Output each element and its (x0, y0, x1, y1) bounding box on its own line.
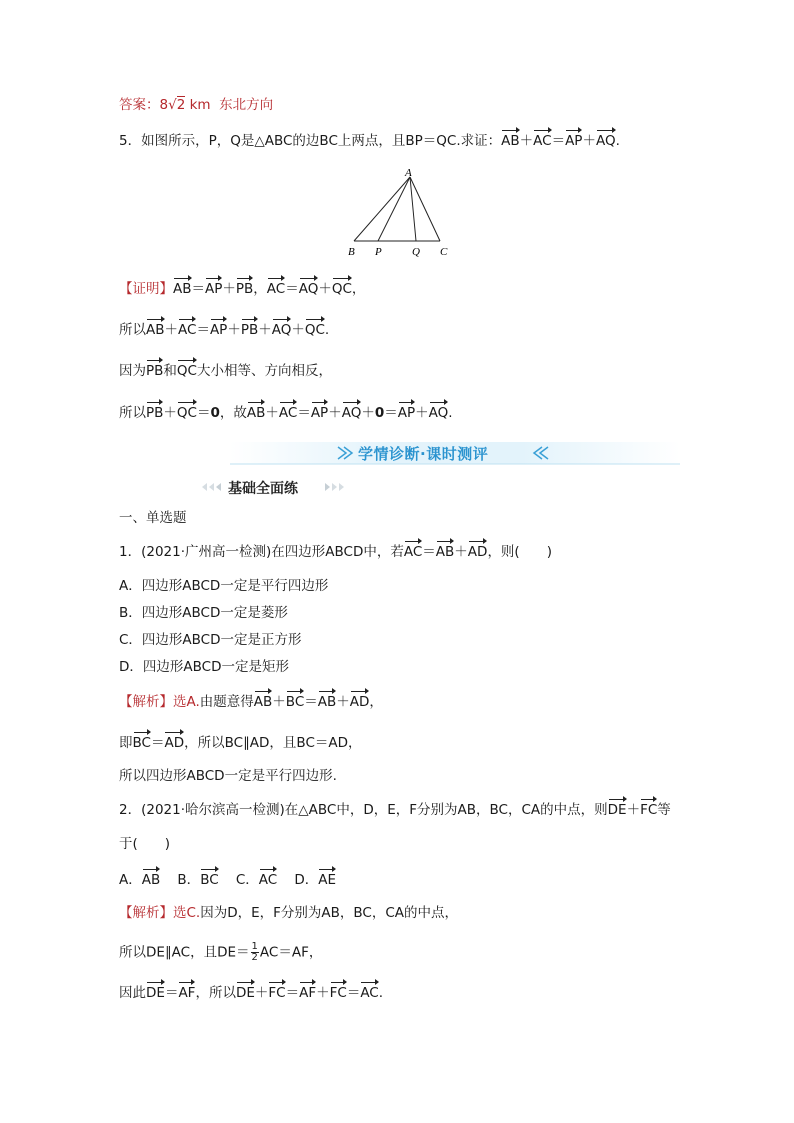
q1-analysis-line-1 (119, 692, 383, 712)
vec-qc: QC (176, 363, 197, 379)
q1-option-d[interactable]: D．四边形ABCD一定是矩形 (119, 659, 289, 675)
vec-ap: AP (209, 322, 228, 338)
vec-ac: AC (266, 281, 286, 297)
analysis-label: 【解析】 (119, 694, 173, 710)
section-banner (230, 440, 680, 466)
vec-aq: AQ (298, 281, 319, 297)
vec-fc: FC (329, 985, 347, 1001)
vec-bc: BC (132, 735, 151, 751)
op: ＝ (297, 405, 311, 421)
vec-qc: QC (331, 281, 352, 297)
zero-vector: 0 (210, 405, 220, 421)
triangle-figure (340, 165, 460, 260)
proof-label: 【证明】 (119, 281, 173, 297)
vec-de: DE (607, 802, 627, 818)
q2-option-b[interactable] (177, 872, 218, 888)
op: ＋ (519, 133, 534, 149)
vec-ac: AC (533, 133, 552, 149)
text: 因为 (119, 363, 146, 379)
segment-ap (378, 177, 410, 241)
vec-aq: AQ (428, 405, 449, 421)
vec-ad: AD (164, 735, 185, 751)
sub-banner-title: 基础全面练 (228, 481, 298, 497)
label-q: Q (412, 246, 420, 258)
op: ＝ (196, 322, 210, 338)
q2-answer: 选C. (173, 905, 201, 921)
op: . (378, 985, 384, 1001)
op: ＝ (150, 735, 165, 751)
label-c: C (440, 246, 448, 258)
op: . (324, 322, 330, 338)
vec-ac: AC (403, 544, 423, 560)
proof-line-3 (119, 361, 332, 381)
q2-option-d[interactable] (294, 872, 336, 888)
q2-option-a[interactable] (119, 872, 160, 888)
vec-ab: AB (435, 544, 455, 560)
vec-ap: AP (565, 133, 583, 149)
option-letter: A． (119, 872, 142, 888)
vec-ac: AC (258, 872, 278, 888)
segment-aq (410, 177, 416, 241)
q2-analysis-line-1 (119, 903, 458, 923)
q5-stem (119, 131, 620, 151)
zero-vector: 0 (374, 405, 385, 421)
vec-ab: AB (141, 872, 161, 888)
vec-ap: AP (397, 405, 416, 421)
vec-qc: QC (176, 405, 197, 421)
vec-ap: AP (310, 405, 329, 421)
sub-banner (198, 477, 348, 497)
text: 1．(2021·广州高一检测)在四边形ABCD中，若 (119, 544, 404, 560)
text: ，所以BC∥AD，且BC＝AD， (184, 735, 362, 751)
q1-option-c[interactable]: C．四边形ABCD一定是正方形 (119, 632, 302, 648)
op: ＋ (328, 405, 342, 421)
op: ＋ (227, 322, 241, 338)
vec-fc: FC (268, 985, 286, 1001)
op: ＋ (265, 405, 279, 421)
vec-pb: PB (146, 363, 164, 379)
text: 所以 (119, 405, 146, 421)
vec-de: DE (146, 985, 165, 1001)
op: ＋ (164, 322, 178, 338)
proof-line-4 (119, 403, 453, 423)
op: . (448, 405, 453, 421)
vec-aq: AQ (341, 405, 362, 421)
op: ＋ (272, 694, 286, 710)
text: AC＝AF， (259, 944, 323, 961)
text: 所以DE∥AC，且DE＝ (119, 944, 250, 961)
op: ＋ (316, 985, 330, 1001)
frac-num: 1 (251, 941, 258, 952)
vec-pb: PB (235, 281, 254, 297)
q2-analysis-line-2 (119, 942, 322, 963)
label-b: B (348, 246, 355, 258)
vec-de: DE (235, 985, 255, 1001)
vec-fc: FC (640, 802, 658, 818)
vec-bc: BC (285, 694, 305, 710)
vec-ab: AB (146, 322, 165, 338)
vec-af: AF (178, 985, 196, 1001)
op: ＋ (258, 322, 272, 338)
text: 2．(2021·哈尔滨高一检测)在△ABC中，D，E，F分别为AB，BC，CA的中点，则 (119, 802, 608, 818)
q1-option-b[interactable]: B．四边形ABCD一定是菱形 (119, 605, 288, 621)
analysis-label: 【解析】 (119, 905, 173, 921)
text: ，则( ) (487, 544, 552, 560)
op: ＋ (626, 802, 641, 818)
text: 即 (119, 735, 133, 751)
vec-ac: AC (178, 322, 197, 338)
op: ＋ (318, 281, 332, 297)
vec-aq: AQ (595, 133, 616, 149)
op: ＝ (164, 985, 179, 1001)
op: ＋ (291, 322, 305, 338)
op: ＝ (384, 405, 398, 421)
text: 因为D，E，F分别为AB，BC，CA的中点， (200, 905, 459, 921)
q1-analysis-line-3: 所以四边形ABCD一定是平行四边形. (119, 768, 337, 784)
op: ＋ (222, 281, 236, 297)
side-ac (410, 177, 440, 241)
op: ＝ (191, 281, 205, 297)
sqrt-sign: √ (168, 97, 177, 113)
frac-den: 2 (251, 952, 258, 963)
vec-bc: BC (200, 872, 219, 888)
answer-direction: 东北方向 (219, 97, 274, 113)
vec-ab: AB (173, 281, 192, 297)
vec-ac: AC (278, 405, 298, 421)
vec-ab: AB (246, 405, 266, 421)
op: ＝ (304, 694, 318, 710)
text: ，所以 (195, 985, 236, 1001)
text: 由题意得 (199, 694, 254, 710)
op: ， (351, 281, 366, 297)
banner-title: 学情诊断·课时测评 (358, 445, 489, 463)
vec-ac: AC (360, 985, 379, 1001)
proof-line-2 (119, 320, 329, 340)
op: ， (253, 281, 267, 297)
op: ＋ (415, 405, 429, 421)
proof-line-1 (119, 279, 365, 299)
vec-ab: AB (253, 694, 273, 710)
op: ＝ (285, 985, 300, 1001)
label-p: P (375, 246, 382, 258)
section-heading: 一、单选题 (119, 510, 187, 526)
vec-ab: AB (317, 694, 337, 710)
op: ＋ (454, 544, 468, 560)
option-letter: B． (177, 872, 201, 888)
q1-stem (119, 542, 552, 562)
op: ＝ (285, 281, 299, 297)
answer-label: 答案： (119, 97, 160, 113)
op: ， (369, 694, 383, 710)
op: ＝ (422, 544, 436, 560)
op: ＋ (254, 985, 269, 1001)
vec-pb: PB (146, 405, 164, 421)
vec-ap: AP (205, 281, 223, 297)
q5-stem-text: 5．如图所示，P，Q是△ABC的边BC上两点，且BP＝QC.求证： (119, 133, 502, 149)
op: ＝ (551, 133, 566, 149)
vec-pb: PB (240, 322, 259, 338)
op: ＋ (361, 405, 375, 421)
op: ＋ (336, 694, 350, 710)
answer-unit: km (189, 97, 211, 113)
text: 因此 (119, 985, 146, 1001)
vec-ad: AD (467, 544, 488, 560)
q2-stem (119, 800, 671, 820)
answer-line (119, 95, 273, 115)
fraction-half (251, 942, 259, 963)
q1-analysis-line-2 (119, 733, 362, 753)
vec-ae: AE (318, 872, 337, 888)
text: ，故 (219, 405, 247, 421)
op: ＋ (163, 405, 177, 421)
text: 等 (657, 802, 671, 818)
op: ＋ (582, 133, 596, 149)
vec-ad: AD (349, 694, 370, 710)
op: ＝ (346, 985, 361, 1001)
vec-af: AF (299, 985, 317, 1001)
vec-aq: AQ (271, 322, 292, 338)
op: ＝ (196, 405, 211, 421)
option-letter: D． (294, 872, 319, 888)
sqrt-radicand: 2 (176, 97, 186, 113)
q2-options (119, 870, 336, 890)
q2-stem-cont: 于( ) (119, 836, 171, 852)
q1-option-a[interactable]: A．四边形ABCD一定是平行四边形 (119, 578, 329, 594)
q2-option-c[interactable] (236, 872, 277, 888)
text: 和 (163, 363, 177, 379)
vec-ab: AB (501, 133, 520, 149)
vec-qc: QC (304, 322, 325, 338)
side-ab (354, 177, 410, 241)
q2-analysis-line-3 (119, 983, 383, 1003)
q1-answer: 选A. (173, 694, 200, 710)
text: 所以 (119, 322, 146, 338)
op: . (615, 133, 620, 149)
label-a: A (405, 167, 412, 179)
text: 大小相等、方向相反， (196, 363, 332, 379)
option-letter: C． (235, 872, 259, 888)
answer-value: 8 (159, 97, 169, 113)
